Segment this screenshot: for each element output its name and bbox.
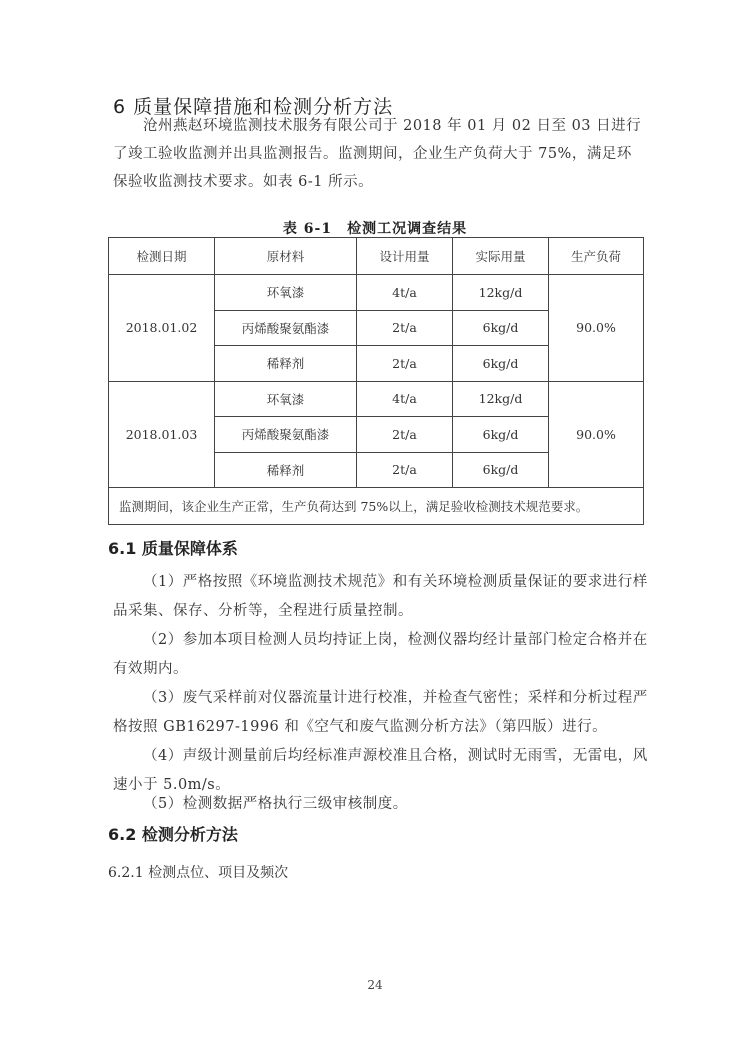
table-row xyxy=(109,381,644,417)
design-cell: 2t/a xyxy=(357,310,453,346)
design-cell: 2t/a xyxy=(357,452,453,488)
table-row xyxy=(109,275,644,311)
intro-paragraph: 沧州燕赵环境监测技术服务有限公司于 2018 年 01 月 02 日至 03 日进行了竣工验收监测并出具监测报告。监测期间，企业生产负荷大于 75%，满足环保验收监测技术要求。如表 6-1 所示。 xyxy=(113,118,642,190)
subsection-6-2-1-title: 6.2.1 检测点位、项目及频次 xyxy=(108,865,289,881)
design-cell: 4t/a xyxy=(357,381,453,417)
header-design-amount: 设计用量 xyxy=(357,238,453,275)
quality-item-3: （3）废气采样前对仪器流量计进行校准，并检查气密性；采样和分析过程严格按照 GB16297-1996 和《空气和废气监测分析方法》（第四版）进行。 xyxy=(113,690,648,735)
material-cell: 环氧漆 xyxy=(215,381,357,417)
material-cell: 稀释剂 xyxy=(215,346,357,382)
quality-item-2: （2）参加本项目检测人员均持证上岗，检测仪器均经计量部门检定合格并在有效期内。 xyxy=(113,632,648,677)
quality-item-5: （5）检测数据严格执行三级审核制度。 xyxy=(143,796,408,812)
header-date: 检测日期 xyxy=(109,238,215,275)
actual-cell: 6kg/d xyxy=(453,346,549,382)
material-cell: 稀释剂 xyxy=(215,452,357,488)
working-condition-table xyxy=(108,237,644,525)
header-actual-amount: 实际用量 xyxy=(453,238,549,275)
header-production-load: 生产负荷 xyxy=(549,238,644,275)
actual-cell: 6kg/d xyxy=(453,452,549,488)
actual-cell: 12kg/d xyxy=(453,275,549,311)
date-cell: 2018.01.02 xyxy=(109,275,215,382)
date-cell: 2018.01.03 xyxy=(109,381,215,488)
actual-cell: 6kg/d xyxy=(453,310,549,346)
quality-item-1: （1）严格按照《环境监测技术规范》和有关环境检测质量保证的要求进行样品采集、保存、分析等，全程进行质量控制。 xyxy=(113,574,648,619)
header-material: 原材料 xyxy=(215,238,357,275)
table-header-row xyxy=(109,238,644,275)
design-cell: 4t/a xyxy=(357,275,453,311)
table-note-row xyxy=(109,488,644,525)
design-cell: 2t/a xyxy=(357,417,453,453)
page-number: 24 xyxy=(367,978,383,992)
material-cell: 环氧漆 xyxy=(215,275,357,311)
table-caption: 表 6-1 检测工况调查结果 xyxy=(282,221,468,237)
actual-cell: 6kg/d xyxy=(453,417,549,453)
material-cell: 丙烯酸聚氨酯漆 xyxy=(215,310,357,346)
section-6-1-title: 6.1 质量保障体系 xyxy=(108,539,238,558)
load-cell: 90.0% xyxy=(549,381,644,488)
section-6-2-title: 6.2 检测分析方法 xyxy=(108,825,238,844)
actual-cell: 12kg/d xyxy=(453,381,549,417)
design-cell: 2t/a xyxy=(357,346,453,382)
quality-item-4: （4）声级计测量前后均经标准声源校准且合格，测试时无雨雪，无雷电，风速小于 5.0m/s。 xyxy=(113,748,648,793)
table-note: 监测期间，该企业生产正常，生产负荷达到 75%以上，满足验收检测技术规范要求。 xyxy=(109,488,644,525)
load-cell: 90.0% xyxy=(549,275,644,382)
material-cell: 丙烯酸聚氨酯漆 xyxy=(215,417,357,453)
section-heading: 6 质量保障措施和检测分析方法 xyxy=(113,96,394,118)
